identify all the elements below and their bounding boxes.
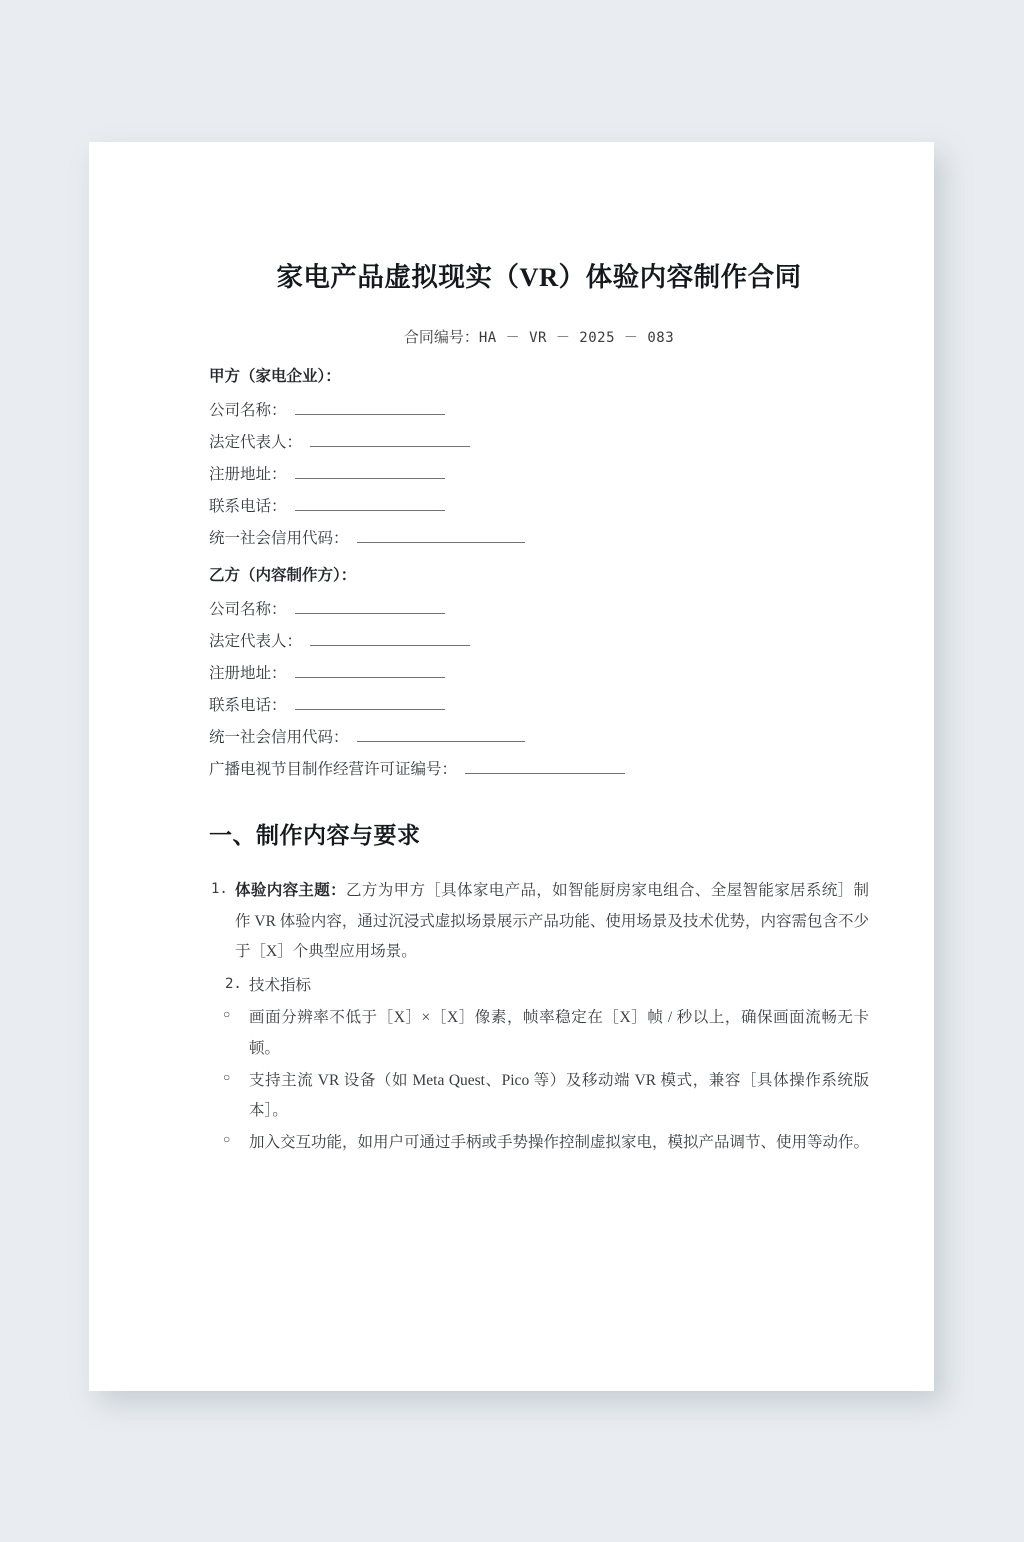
party-a-legal-rep-row — [209, 433, 869, 451]
party-b-phone-label: 联系电话： — [209, 696, 287, 714]
list-item-text: 支持主流 VR 设备（如 Meta Quest、Pico 等）及移动端 VR 模式，兼容［具体操作系统版本］。 — [249, 1071, 869, 1119]
party-a-company-name-input[interactable] — [295, 401, 445, 415]
party-a-block — [209, 369, 869, 546]
document-body — [209, 260, 869, 1160]
party-b-address-label: 注册地址： — [209, 664, 287, 682]
list-item — [209, 971, 869, 1001]
party-a-credit-code-label: 统一社会信用代码： — [209, 529, 349, 547]
bullet-marker-icon: ○ — [223, 1007, 231, 1022]
party-b-company-name-input[interactable] — [295, 600, 445, 614]
document-page — [89, 142, 934, 1391]
party-a-phone-label: 联系电话： — [209, 497, 287, 515]
party-a-credit-code-input[interactable] — [357, 529, 525, 543]
list-item-text — [235, 876, 869, 967]
party-b-block — [209, 568, 869, 777]
contract-number-label: 合同编号： — [403, 330, 479, 347]
party-a-company-name-row — [209, 401, 869, 419]
party-a-legal-rep-label: 法定代表人： — [209, 433, 303, 451]
party-b-address-input[interactable] — [295, 664, 445, 678]
party-a-company-name-label: 公司名称： — [209, 401, 287, 419]
party-a-phone-input[interactable] — [295, 497, 445, 511]
party-a-address-row — [209, 465, 869, 483]
list-item-text: 技术指标 — [249, 977, 312, 995]
party-a-heading: 甲方（家电企业）： — [209, 368, 341, 386]
list-item-text: 加入交互功能，如用户可通过手柄或手势操作控制虚拟家电，模拟产品调节、使用等动作。 — [249, 1134, 870, 1152]
list-item-text: 画面分辨率不低于［X］×［X］像素，帧率稳定在［X］帧 / 秒以上，确保画面流畅无卡顿。 — [249, 1009, 869, 1057]
bullet-marker-icon: ○ — [223, 1132, 231, 1147]
party-b-credit-code-input[interactable] — [357, 728, 525, 742]
party-a-legal-rep-input[interactable] — [310, 433, 470, 447]
party-b-phone-input[interactable] — [295, 696, 445, 710]
document-title: 家电产品虚拟现实（VR）体验内容制作合同 — [276, 262, 802, 292]
party-b-broadcast-license-label: 广播电视节目制作经营许可证编号： — [209, 760, 458, 778]
party-b-broadcast-license-row — [209, 760, 869, 778]
party-a-credit-code-row — [209, 529, 869, 547]
list-marker: 1. — [211, 881, 228, 898]
contract-number-line — [209, 326, 869, 347]
list-item — [209, 1128, 869, 1158]
list-marker: 2. — [225, 976, 242, 993]
party-b-credit-code-row — [209, 728, 869, 746]
party-b-company-name-row — [209, 600, 869, 618]
bullet-marker-icon: ○ — [223, 1069, 231, 1084]
list-item — [209, 1003, 869, 1063]
party-b-legal-rep-input[interactable] — [310, 632, 470, 646]
party-b-company-name-label: 公司名称： — [209, 600, 287, 618]
list-item-body: 乙方为甲方［具体家电产品，如智能厨房家电组合、全屋智能家居系统］制作 VR 体验内容，通过沉浸式虚拟场景展示产品功能、使用场景及技术优势，内容需包含不少于［X］个典型应用场景。 — [235, 882, 869, 960]
party-b-address-row — [209, 664, 869, 682]
party-b-legal-rep-row — [209, 632, 869, 650]
list-item-lead: 体验内容主题： — [235, 882, 347, 900]
list-item — [209, 876, 869, 967]
party-a-address-input[interactable] — [295, 465, 445, 479]
party-b-legal-rep-label: 法定代表人： — [209, 632, 303, 650]
party-b-heading: 乙方（内容制作方）： — [209, 567, 357, 585]
party-b-broadcast-license-input[interactable] — [465, 760, 625, 774]
contract-number-value: HA － VR － 2025 － 083 — [478, 330, 675, 347]
party-b-phone-row — [209, 696, 869, 714]
section-one-heading: 一、制作内容与要求 — [209, 823, 421, 849]
party-a-address-label: 注册地址： — [209, 465, 287, 483]
list-item — [209, 1066, 869, 1126]
party-a-phone-row — [209, 497, 869, 515]
party-b-credit-code-label: 统一社会信用代码： — [209, 728, 349, 746]
